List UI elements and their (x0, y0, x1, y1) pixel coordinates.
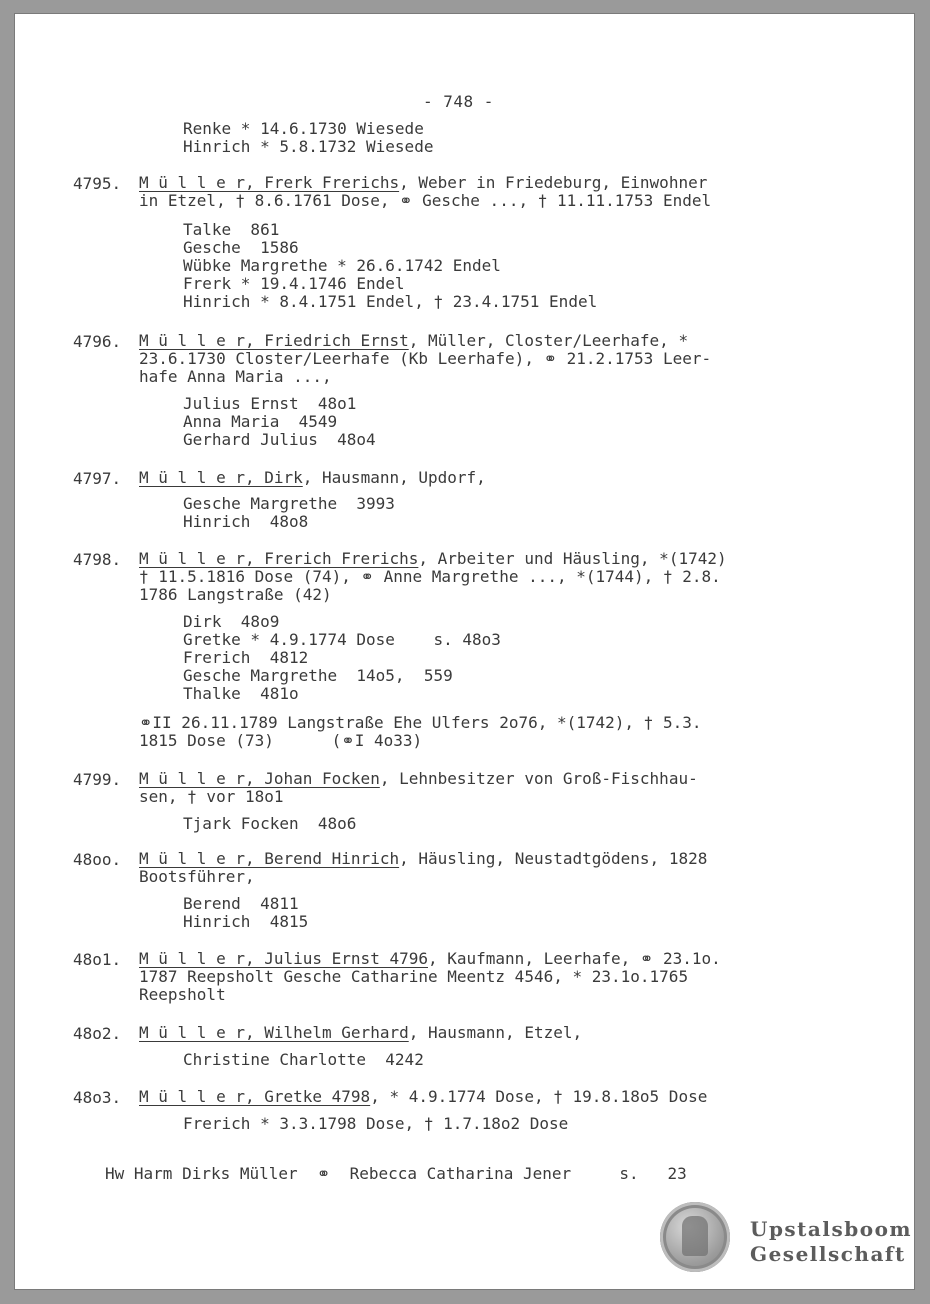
entry-description: , Hausmann, Updorf, (302, 468, 486, 487)
person-name: M ü l l e r, Frerich Frerichs (139, 549, 419, 568)
entry-heading (139, 469, 486, 487)
entry-description: , Kaufmann, Leerhafe, ⚭ 23.1o. (427, 949, 721, 968)
entry-description: , Lehnbesitzer von Groß-Fischhau- (379, 769, 698, 788)
entry-heading (139, 1088, 707, 1106)
document-page (15, 14, 914, 1289)
entry-heading (139, 770, 698, 788)
child-line: Christine Charlotte 4242 (183, 1050, 424, 1069)
second-marriage-line: 1815 Dose (73) (⚭I 4o33) (139, 731, 423, 750)
child-line: Hinrich * 8.4.1751 Endel, † 23.4.1751 Endel (183, 292, 598, 311)
entry-description: , Häusling, Neustadtgödens, 1828 (399, 849, 708, 868)
entry-number: 4799. (73, 770, 122, 789)
brand-line-2: Gesellschaft (750, 1242, 906, 1266)
person-name: M ü l l e r, Julius Ernst 4796 (139, 949, 428, 968)
child-line: Gesche Margrethe 3993 (183, 494, 395, 513)
brand-line-1: Upstalsboom (750, 1217, 913, 1241)
entry-description: , Hausmann, Etzel, (408, 1023, 583, 1042)
entry-description: , * 4.9.1774 Dose, † 19.8.18o5 Dose (370, 1087, 708, 1106)
child-line: Tjark Focken 48o6 (183, 814, 357, 833)
entry-number: 4797. (73, 469, 122, 488)
person-name: M ü l l e r, Berend Hinrich (139, 849, 400, 868)
child-line: Anna Maria 4549 (183, 412, 338, 431)
child-line: Frerich * 3.3.1798 Dose, † 1.7.18o2 Dose (183, 1114, 569, 1133)
entry-number: 48o2. (73, 1024, 122, 1043)
entry-number: 4798. (73, 550, 122, 569)
child-line: Frerich 4812 (183, 648, 309, 667)
seal-figure-icon (682, 1216, 708, 1256)
child-line: Hinrich * 5.8.1732 Wiesede (183, 137, 434, 156)
entry-number: 48o3. (73, 1088, 122, 1107)
entry-line: Reepsholt (139, 985, 226, 1004)
entry-number: 48oo. (73, 850, 122, 869)
child-line: Gesche 1586 (183, 238, 299, 257)
entry-number: 48o1. (73, 950, 122, 969)
child-line: Hinrich 4815 (183, 912, 309, 931)
entry-heading (139, 1024, 582, 1042)
person-name: M ü l l e r, Frerk Frerichs (139, 173, 400, 192)
entry-heading (139, 550, 727, 568)
entry-heading (139, 950, 721, 968)
seal-logo (660, 1202, 730, 1272)
child-line: Gesche Margrethe 14o5, 559 (183, 666, 453, 685)
entry-heading (139, 332, 688, 350)
child-line: Gretke * 4.9.1774 Dose s. 48o3 (183, 630, 501, 649)
person-name: M ü l l e r, Gretke 4798 (139, 1087, 371, 1106)
person-name: M ü l l e r, Dirk (139, 468, 303, 487)
entry-line: sen, † vor 18o1 (139, 787, 284, 806)
entry-heading (139, 850, 707, 868)
entry-line: 1787 Reepsholt Gesche Catharine Meentz 4546, * 23.1o.1765 (139, 967, 689, 986)
entry-description: , Weber in Friedeburg, Einwohner (399, 173, 708, 192)
child-line: Talke 861 (183, 220, 280, 239)
entry-description: , Arbeiter und Häusling, *(1742) (418, 549, 727, 568)
person-name: M ü l l e r, Wilhelm Gerhard (139, 1023, 409, 1042)
child-line: Wübke Margrethe * 26.6.1742 Endel (183, 256, 501, 275)
entry-line: † 11.5.1816 Dose (74), ⚭ Anne Margrethe ..., *(1744), † 2.8. (139, 567, 721, 586)
child-line: Gerhard Julius 48o4 (183, 430, 376, 449)
entry-line: hafe Anna Maria ..., (139, 367, 332, 386)
entry-line: in Etzel, † 8.6.1761 Dose, ⚭ Gesche ..., † 11.11.1753 Endel (139, 191, 712, 210)
child-line: Thalke 481o (183, 684, 299, 703)
child-line: Frerk * 19.4.1746 Endel (183, 274, 405, 293)
child-line: Berend 4811 (183, 894, 299, 913)
child-line: Dirk 48o9 (183, 612, 280, 631)
second-marriage-line: ⚭II 26.11.1789 Langstraße Ehe Ulfers 2o76, *(1742), † 5.3. (139, 713, 702, 732)
child-line: Julius Ernst 48o1 (183, 394, 357, 413)
page-number: - 748 - (423, 92, 494, 111)
entry-line: Bootsführer, (139, 867, 255, 886)
child-line: Renke * 14.6.1730 Wiesede (183, 119, 424, 138)
person-name: M ü l l e r, Friedrich Ernst (139, 331, 409, 350)
child-line: Hinrich 48o8 (183, 512, 309, 531)
entry-line: 23.6.1730 Closter/Leerhafe (Kb Leerhafe), ⚭ 21.2.1753 Leer- (139, 349, 712, 368)
entry-line: 1786 Langstraße (42) (139, 585, 332, 604)
entry-heading (139, 174, 707, 192)
entry-number: 4796. (73, 332, 122, 351)
entry-number: 4795. (73, 174, 122, 193)
person-name: M ü l l e r, Johan Focken (139, 769, 380, 788)
entry-description: , Müller, Closter/Leerhafe, * (408, 331, 689, 350)
footer-note: Hw Harm Dirks Müller ⚭ Rebecca Catharina Jener s. 23 (105, 1164, 687, 1183)
